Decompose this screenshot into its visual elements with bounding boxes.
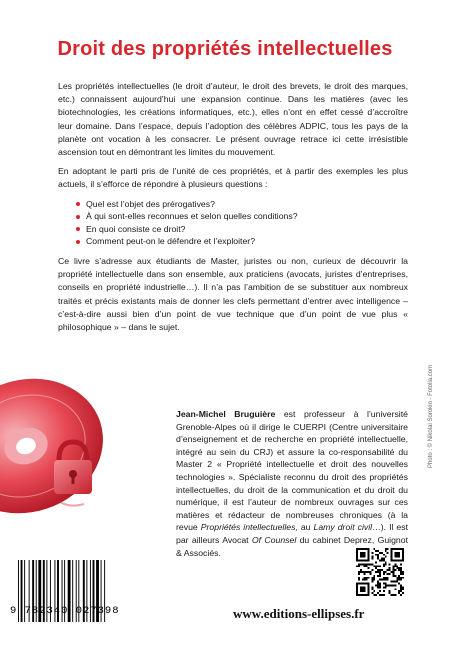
question-item: Comment peut-on le défendre et l’exploiter? bbox=[76, 235, 408, 248]
author-bio-text: …). Il est par ailleurs Avocat bbox=[176, 522, 408, 545]
question-item: En quoi consiste ce droit? bbox=[76, 223, 408, 236]
back-cover-text bbox=[58, 80, 408, 340]
paragraph-questions-intro: En adoptant le parti pris de l’unité de ces propriétés, et à partir des exemples les plus actuels, il s’efforce de répondre à plusieurs questions : bbox=[58, 166, 408, 190]
author-bio bbox=[176, 408, 408, 559]
journal-title: Propriétés intellectuelles bbox=[200, 522, 296, 533]
paragraph-intro: Les propriétés intellectuelles (le droit d’auteur, le droit des brevets, le droit des marques, etc.) connaissent aujourd’hui une expansion continue. Dans les matières (avec les biotechnologies, les créations informatiques, etc.), elles n’ont en effet cessé d’accroître leur domaine. Dans l’espace, depuis l’adoption des célèbres ADPIC, tous les pays de la planète ont vocation à les consacrer. Le présent ouvrage retrace ici cette irrésistible ascension tout en démontrant les limites du mouvement. bbox=[58, 81, 408, 158]
isbn-number: 9 782340 027398 bbox=[10, 605, 120, 617]
book-title: Droit des propriétés intellectuelles bbox=[57, 38, 393, 60]
journal-title: Lamy droit civil bbox=[313, 522, 373, 533]
publisher-website[interactable]: www.editions-ellipses.fr bbox=[233, 606, 365, 621]
cd-padlock-illustration bbox=[0, 362, 118, 524]
author-role: Of Counsel bbox=[251, 534, 297, 545]
paragraph-audience: Ce livre s’adresse aux étudiants de Master, juristes ou non, curieux de découvrir la propriété intellectuelle dans son ensemble, aux praticiens (avocats, juristes d’entreprises, conseils en propriété industrielle…). Il n’a pas l’ambition de se substituer aux nombreux traités et précis existants mais de donner les clefs permettant d’entrer avec intelligence – c’est-à-dire aussi bien d’un point de vue technique que d’un point de vue plus « philosophique » – dans le sujet. bbox=[58, 256, 408, 333]
author-bio-text: est professeur à l’université Grenoble-Alpes où il dirige le CUERPI (Centre universitaire d’enseignement et de recherche en propriété intellectuelle, intégré au sein du CRJ) et assure la co-responsabilité du Master 2 « Propriété intellectuelle et droit des nouvelles technologies ». Spécialiste reconnu du droit des propriétés intellectuelles, du droit de la communication et du droit du numérique, il est l’auteur de nombreux ouvrages sur ces matières et rédacteur de nombreuses chroniques (à la revue bbox=[176, 409, 408, 533]
questions-list bbox=[76, 198, 408, 248]
question-item: Quel est l’objet des prérogatives? bbox=[76, 198, 408, 211]
author-name: Jean-Michel Bruguière bbox=[176, 409, 276, 419]
question-item: À qui sont-elles reconnues et selon quelles conditions? bbox=[76, 210, 408, 223]
photo-credit: Photo : © Nikolai Sorokin - Fotolia.com bbox=[428, 364, 434, 468]
author-bio-text: du cabinet Deprez, Guignot & Associés. bbox=[176, 534, 408, 558]
author-bio-text: , au bbox=[295, 522, 314, 533]
qr-code[interactable] bbox=[356, 548, 404, 596]
